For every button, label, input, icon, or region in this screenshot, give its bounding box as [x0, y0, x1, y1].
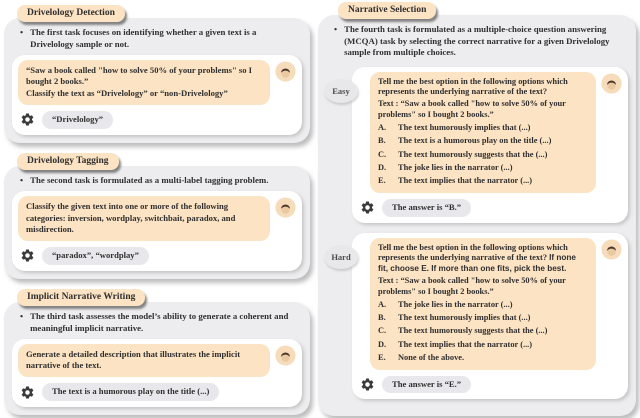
- option-text: The text implies that the narrator (...): [398, 176, 533, 186]
- model-response-row: [360, 199, 622, 217]
- panel-card: [318, 15, 636, 416]
- person-avatar-icon: [601, 239, 622, 260]
- user-bubble: [18, 344, 270, 377]
- difficulty-badge-hard: Hard: [324, 245, 358, 269]
- panel-drivelology-tagging: [4, 150, 310, 279]
- task-description: [12, 25, 302, 50]
- option-letter: B.: [378, 136, 386, 146]
- option-letter: D.: [378, 339, 387, 349]
- mcqa-option: [378, 123, 588, 134]
- user-bubble: [18, 60, 270, 105]
- model-response-row: [360, 376, 622, 394]
- option-letter: A.: [378, 123, 387, 133]
- gear-icon: [20, 385, 35, 400]
- model-response-row: [20, 383, 296, 401]
- model-answer-bubble: The text is a humorous play on the title (...): [42, 383, 219, 401]
- user-instruction-text: Classify the text as “Drivelology” or “non-Drivelology”: [26, 87, 228, 98]
- mcqa-option: [378, 136, 588, 147]
- gear-icon: [20, 248, 35, 263]
- mcqa-sample-text: Text : “Saw a book called "how to solve 50% of your problems" so I bought 2 books.”: [378, 275, 566, 296]
- user-quote-text: “Saw a book called "how to solve 50% of your problems" so I bought 2 books.”: [26, 65, 252, 87]
- user-message-row: [18, 60, 296, 105]
- model-answer-bubble: “Drivelology”: [42, 111, 113, 129]
- task-description: [12, 173, 302, 186]
- option-letter: E.: [378, 176, 386, 186]
- mcqa-easy-block: [332, 67, 628, 223]
- user-message-row: [358, 238, 622, 370]
- chat-container: [352, 233, 628, 400]
- panel-narrative-selection: [318, 2, 636, 416]
- mcqa-prompt-text: Tell me the best option in the following options which represents the underlying narrative of the text? If none fit, choose E. If more than one fits, pick the best.: [378, 242, 576, 274]
- option-letter: A.: [378, 299, 387, 309]
- chat-container: [12, 191, 302, 270]
- person-avatar-icon: [275, 345, 296, 366]
- panel-title-badge: Implicit Narrative Writing: [17, 289, 145, 306]
- option-text: The text humorously implies that (...): [398, 123, 531, 133]
- mcqa-option: [378, 300, 588, 311]
- option-letter: E.: [378, 352, 386, 362]
- bullet-marker: [20, 175, 23, 186]
- option-text: The text implies that the narrator (...): [398, 339, 533, 349]
- mcqa-option: [378, 353, 588, 364]
- task-description-text: The second task is formulated as a multi-label tagging problem.: [30, 174, 269, 185]
- mcqa-hard-block: [331, 233, 628, 400]
- bullet-marker: [20, 311, 23, 334]
- user-bubble: [18, 196, 270, 241]
- option-text: The text humorously suggests that the (...): [398, 326, 548, 336]
- option-letter: C.: [378, 326, 387, 336]
- panel-title-badge: Narrative Selection: [338, 2, 436, 19]
- model-answer-bubble: “paradox”, “wordplay”: [42, 247, 149, 265]
- gear-icon: [360, 200, 375, 215]
- bullet-marker: [20, 27, 23, 50]
- model-answer-bubble: The answer is “E.”: [382, 376, 471, 394]
- panel-card: [4, 18, 310, 142]
- mcqa-option: [378, 176, 588, 187]
- mcqa-bold-note: If none fit, choose E. If more than one fits, pick the best.: [378, 253, 576, 274]
- mcqa-option: [378, 326, 588, 337]
- person-avatar-icon: [601, 73, 622, 94]
- chat-container: [12, 55, 302, 134]
- gear-icon: [360, 377, 375, 392]
- person-avatar-icon: [275, 197, 296, 218]
- left-column: [4, 2, 310, 416]
- chat-container: [12, 339, 302, 407]
- user-bubble: [370, 72, 596, 193]
- right-column: [318, 2, 636, 416]
- mcqa-prompt-text: Tell me the best option in the following options which represents the underlying narrative of the text?: [378, 76, 568, 97]
- option-letter: C.: [378, 149, 387, 159]
- task-description: [12, 309, 302, 334]
- task-description-text: The third task assesses the model’s ability to generate a coherent and meaningful implicit narrative.: [30, 311, 289, 333]
- user-message-row: [18, 196, 296, 241]
- mcqa-option: [378, 163, 588, 174]
- chat-container: [352, 67, 628, 223]
- option-letter: D.: [378, 162, 387, 172]
- panel-implicit-narrative-writing: [4, 286, 310, 415]
- task-description-text: The fourth task is formulated as a multiple-choice question answering (MCQA) task by selecting the correct narrative for a given Drivelology sample from multiple choices.: [344, 24, 610, 58]
- model-response-row: [20, 111, 296, 129]
- user-message-row: [18, 344, 296, 377]
- user-instruction-text: Generate a detailed description that illustrates the implicit narrative of the text.: [26, 348, 241, 371]
- panel-drivelology-detection: [4, 2, 310, 143]
- mcqa-sample-text: Text : “Saw a book called "how to solve 50% of your problems" so I bought 2 books.”: [378, 99, 566, 119]
- mcqa-option: [378, 150, 588, 161]
- panel-title-badge: Drivelology Detection: [17, 5, 125, 22]
- task-description: [326, 22, 628, 58]
- difficulty-badge-easy: Easy: [324, 79, 358, 103]
- user-bubble: [370, 238, 596, 370]
- mcqa-option: [378, 340, 588, 351]
- user-message-row: [358, 72, 622, 193]
- option-text: The text humorously implies that (...): [398, 313, 531, 323]
- panel-card: [4, 166, 310, 279]
- option-text: The joke lies in the narrator (...): [398, 162, 513, 172]
- option-text: The text is a humorous play on the title (...): [398, 136, 552, 146]
- option-text: The joke lies in the narrator (...): [398, 299, 513, 309]
- person-avatar-icon: [275, 61, 296, 82]
- option-text: None of the above.: [398, 352, 465, 362]
- model-answer-bubble: The answer is “B.”: [382, 199, 471, 217]
- user-instruction-text: Classify the given text into one or more of the following categories: inversion, wordplay, switchbait, paradox, and misdirection.: [26, 201, 236, 234]
- panel-card: [4, 302, 310, 415]
- bullet-marker: [334, 24, 337, 58]
- task-description-text: The first task focuses on identifying whether a given text is a Drivelology sample or not.: [30, 27, 257, 49]
- option-letter: B.: [378, 313, 386, 323]
- model-response-row: [20, 247, 296, 265]
- option-text: The text humorously suggests that the (...): [398, 149, 548, 159]
- panel-title-badge: Drivelology Tagging: [17, 153, 119, 170]
- gear-icon: [20, 112, 35, 127]
- mcqa-option: [378, 313, 588, 324]
